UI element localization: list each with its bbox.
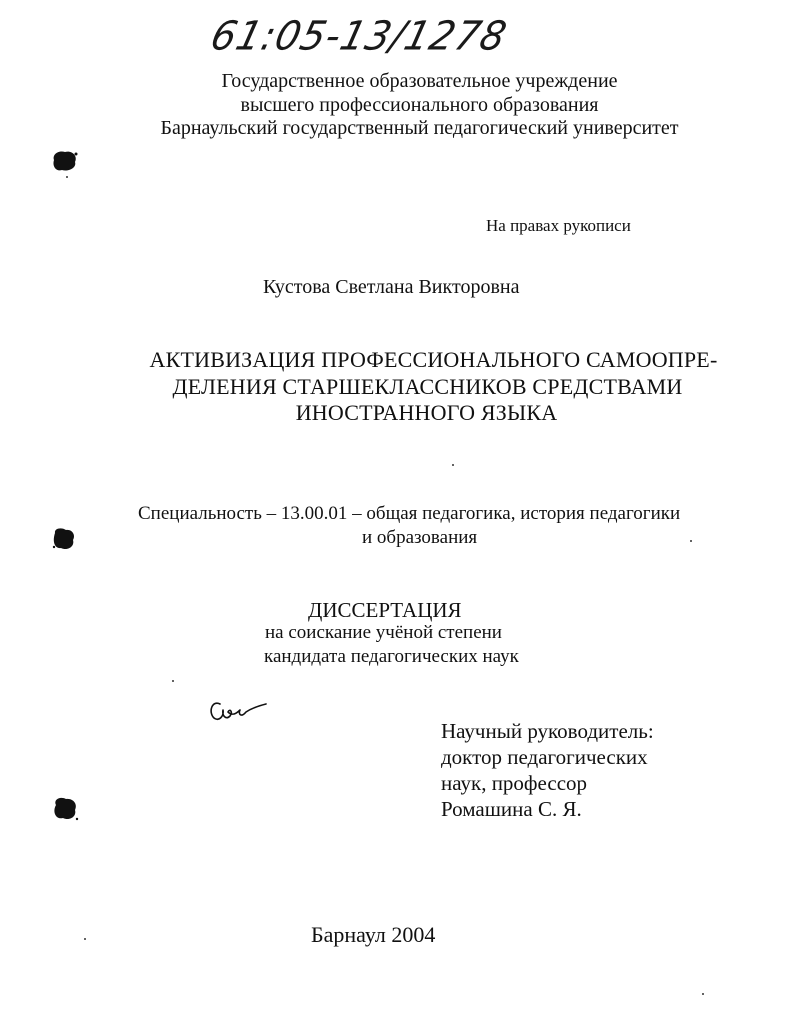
scan-speck xyxy=(172,680,174,682)
thesis-title-line-2: ДЕЛЕНИЯ СТАРШЕКЛАССНИКОВ СРЕДСТВАМИ xyxy=(172,374,683,399)
place-year: Барнаул 2004 xyxy=(311,922,436,947)
degree-line-1: на соискание учёной степени xyxy=(265,622,502,643)
thesis-title-line-3: ИНОСТРАННОГО ЯЗЫКА xyxy=(295,400,558,425)
institution-line-3: Барнаульский государственный педагогический университет xyxy=(160,117,679,139)
supervisor-line-1: Научный руководитель: xyxy=(441,719,654,743)
institution-line-1: Государственное образовательное учреждение xyxy=(221,70,618,92)
ink-blot-icon xyxy=(50,795,80,823)
scan-speck xyxy=(84,938,86,940)
scan-speck xyxy=(452,464,454,466)
rights-note: На правах рукописи xyxy=(486,216,631,235)
scan-speck xyxy=(690,540,692,542)
archive-stamp: 61:05-13/1278 xyxy=(206,12,512,60)
degree-line-2: кандидата педагогических наук xyxy=(264,646,519,667)
author-name: Кустова Светлана Викторовна xyxy=(263,276,520,298)
signature-icon xyxy=(206,690,270,726)
supervisor-line-4: Ромашина С. Я. xyxy=(441,797,582,821)
specialty-line-1: Специальность – 13.00.01 – общая педагогика, история педагогики xyxy=(138,503,681,524)
supervisor-line-3: наук, профессор xyxy=(441,771,588,795)
document-type: ДИССЕРТАЦИЯ xyxy=(308,598,462,622)
scan-speck xyxy=(66,176,68,178)
specialty-line-2: и образования xyxy=(362,527,478,548)
institution-line-2: высшего профессионального образования xyxy=(240,94,599,116)
ink-blot-icon xyxy=(50,148,80,174)
ink-blot-icon xyxy=(50,525,78,553)
supervisor-line-2: доктор педагогических xyxy=(441,745,648,769)
scan-speck xyxy=(702,993,704,995)
thesis-title-line-1: АКТИВИЗАЦИЯ ПРОФЕССИОНАЛЬНОГО САМООПРЕ- xyxy=(149,347,718,372)
